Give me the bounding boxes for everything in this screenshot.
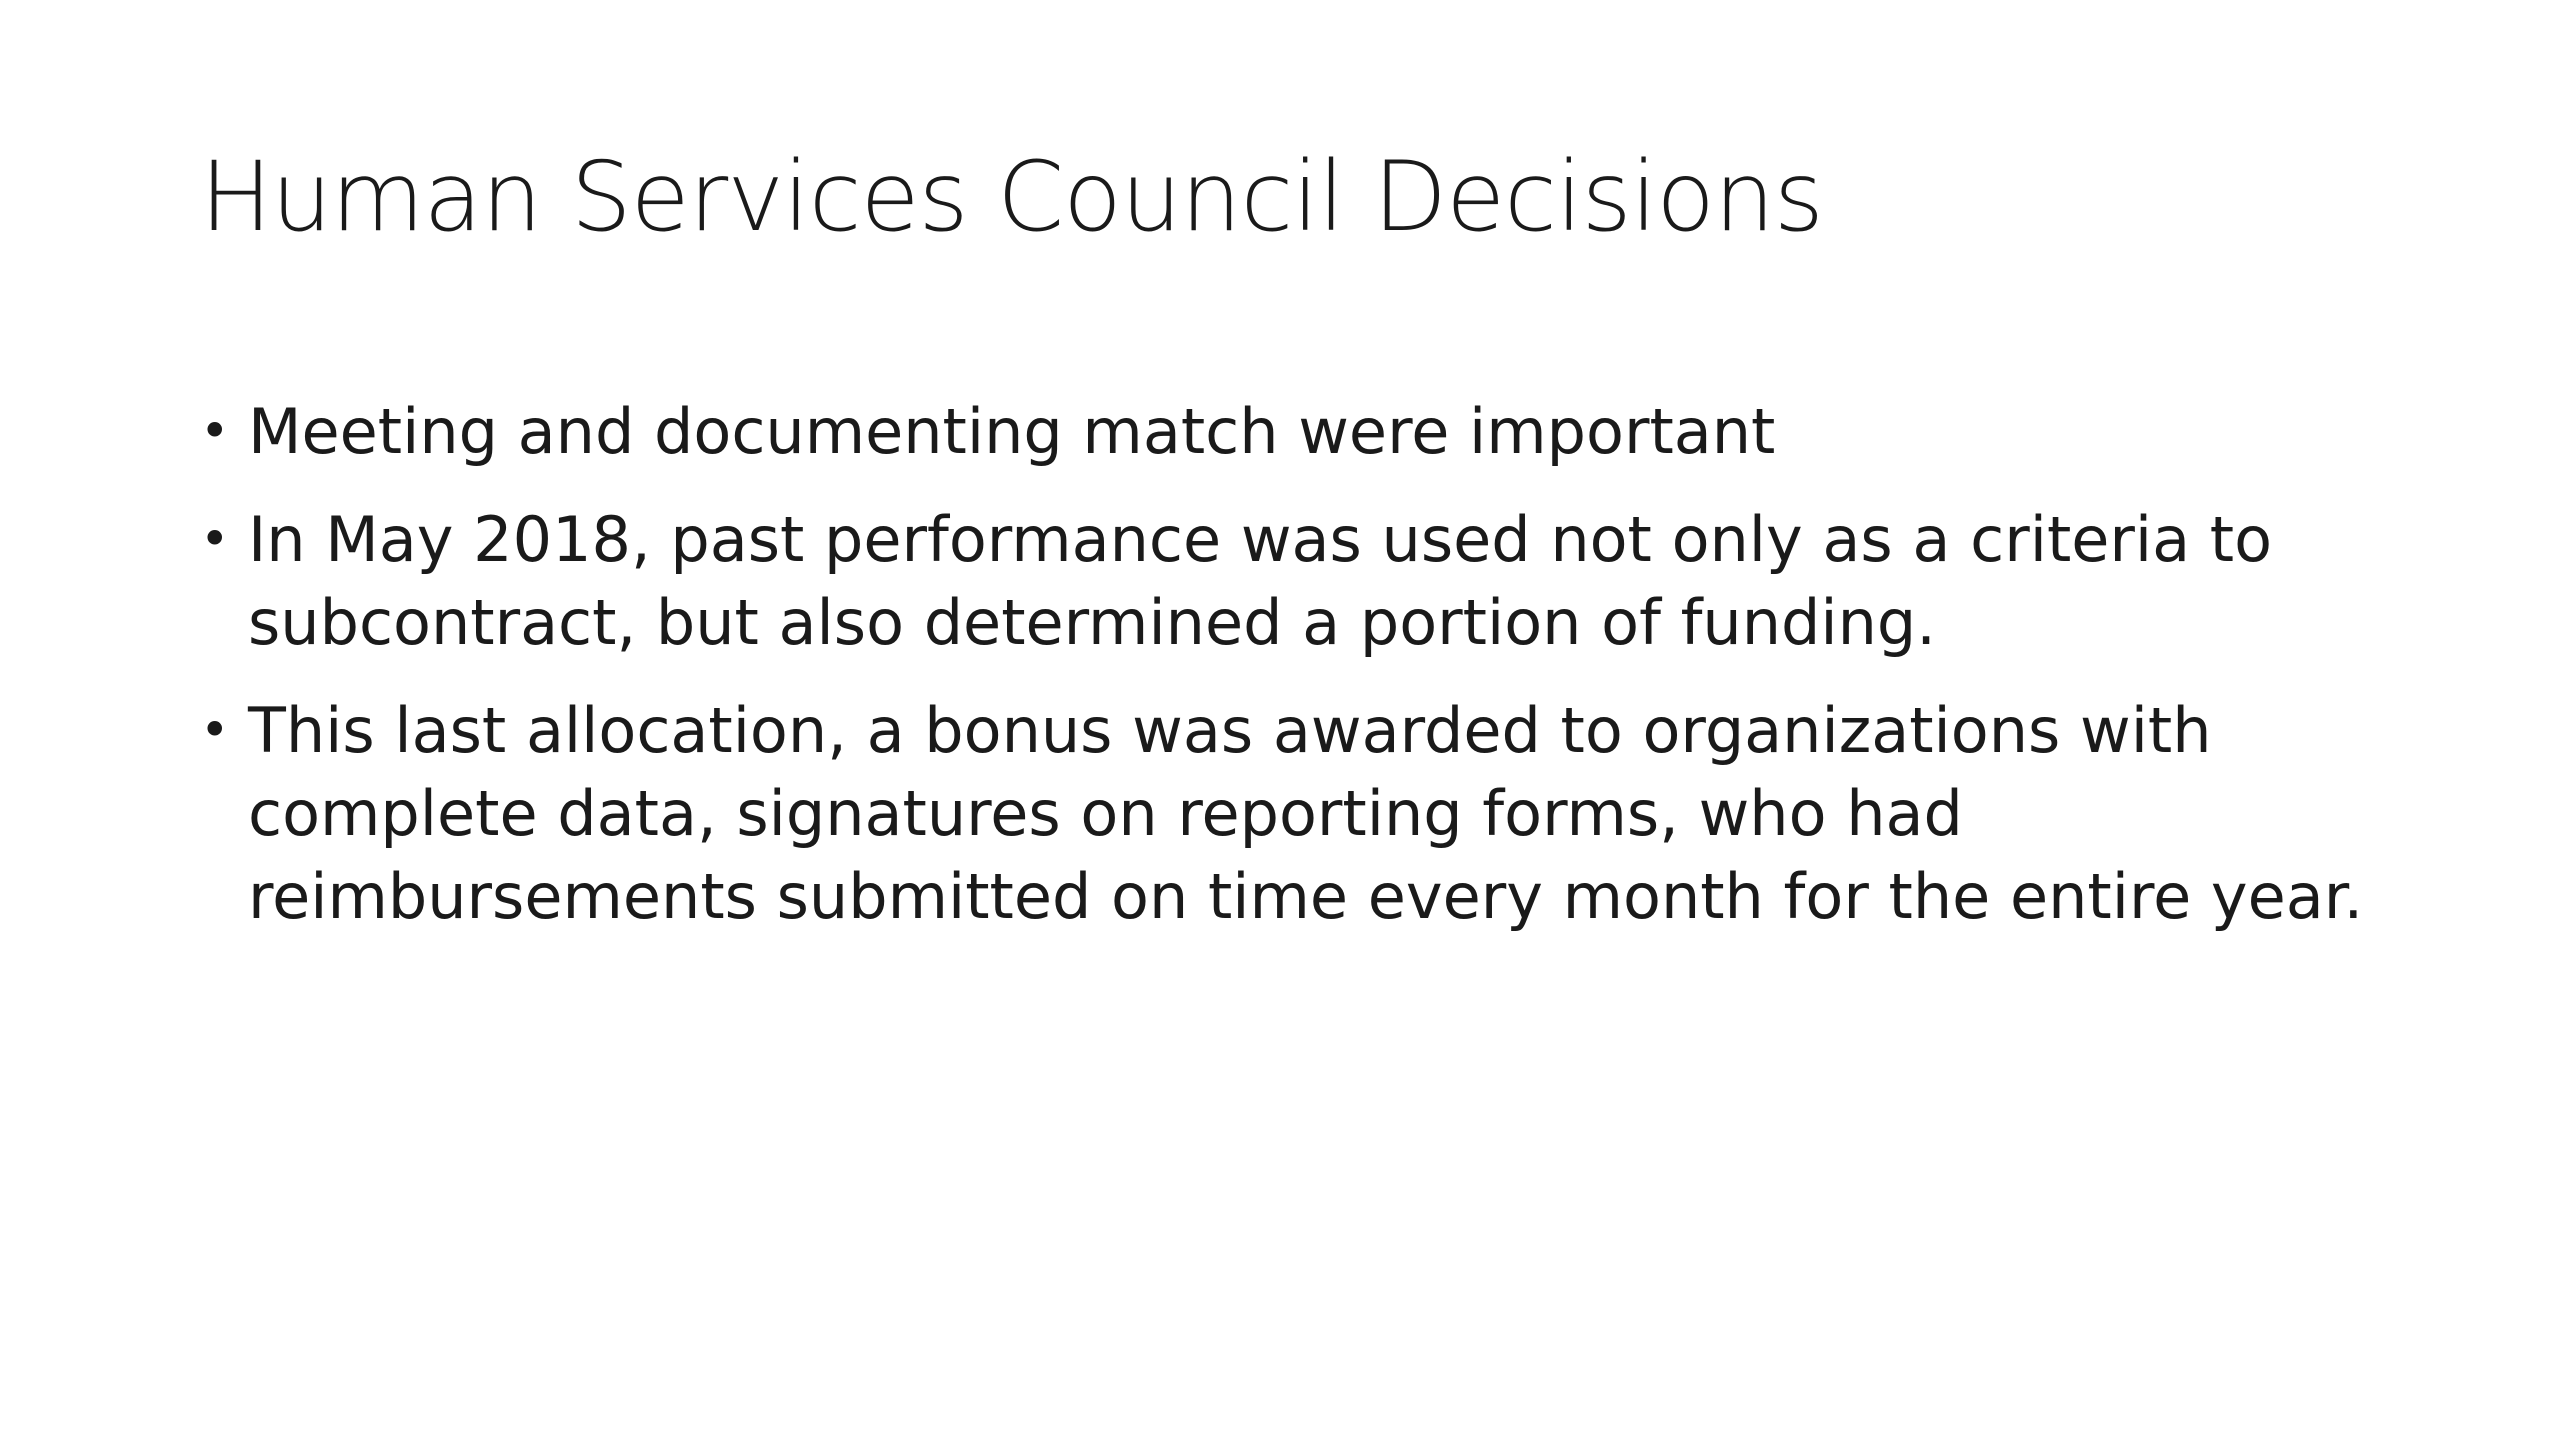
bullet-icon: • <box>200 701 230 759</box>
bullet-item-past-performance <box>200 498 2400 664</box>
bullet-item-bonus-allocation <box>200 689 2400 938</box>
bullet-text: Meeting and documenting match were important <box>248 395 1776 468</box>
bullet-item-meeting-match <box>200 390 2400 473</box>
bullet-icon: • <box>200 402 230 460</box>
bullet-text: This last allocation, a bonus was awarded to organizations with complete data, signatures on reporting forms, who had reimbursements submitted on time every month for the entire year. <box>248 694 2364 933</box>
bullet-icon: • <box>200 510 230 568</box>
slide-title: Human Services Council Decisions <box>200 141 1823 253</box>
bullet-list <box>200 390 2400 963</box>
bullet-text: In May 2018, past performance was used not only as a criteria to subcontract, but also determined a portion of funding. <box>248 503 2273 659</box>
